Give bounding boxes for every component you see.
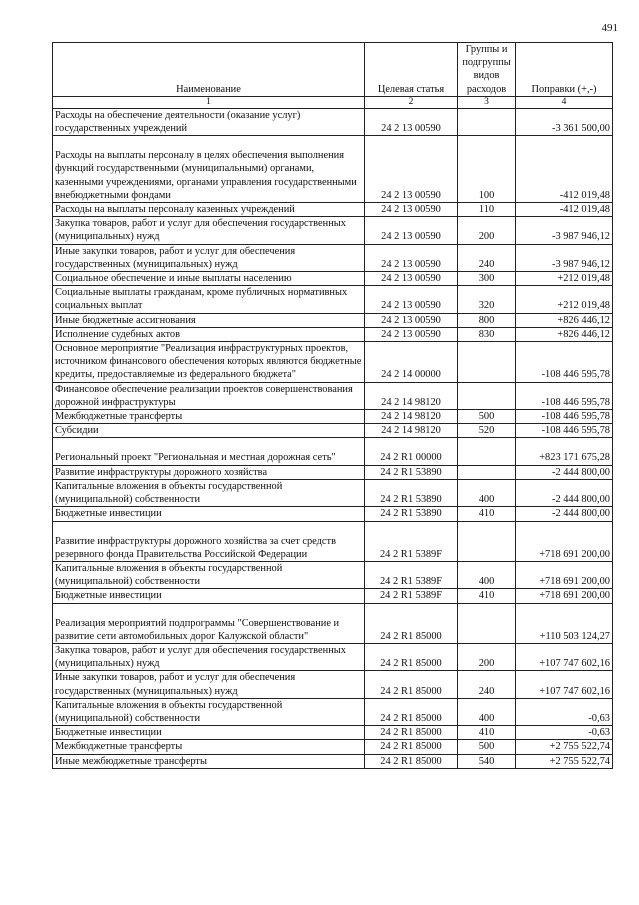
row-target-code: 24 2 R1 85000 xyxy=(365,671,458,698)
table-row xyxy=(53,410,613,424)
table-row xyxy=(53,286,613,313)
row-name: Социальные выплаты гражданам, кроме публичных нормативных социальных выплат xyxy=(53,286,365,313)
row-amount: -108 446 595,78 xyxy=(516,382,613,409)
table-row xyxy=(53,203,613,217)
row-name: Расходы на выплаты персоналу в целях обеспечения выполнения функций государственными (муниципальными) органами, казенными учреждениями, органами управления государственными внебюджетными фондами xyxy=(53,136,365,203)
row-group: 200 xyxy=(458,643,516,670)
row-target-code: 24 2 13 00590 xyxy=(365,327,458,341)
table-row xyxy=(53,754,613,768)
row-group: 400 xyxy=(458,479,516,506)
row-target-code: 24 2 13 00590 xyxy=(365,136,458,203)
table-row xyxy=(53,740,613,754)
budget-amendments-table xyxy=(52,42,613,769)
row-target-code: 24 2 13 00590 xyxy=(365,313,458,327)
column-number: 3 xyxy=(458,96,516,108)
table-row xyxy=(53,342,613,383)
table-row xyxy=(53,382,613,409)
row-target-code: 24 2 R1 85000 xyxy=(365,740,458,754)
row-name: Иные межбюджетные трансферты xyxy=(53,754,365,768)
row-group: 410 xyxy=(458,507,516,521)
row-target-code: 24 2 R1 85000 xyxy=(365,698,458,725)
row-name: Бюджетные инвестиции xyxy=(53,507,365,521)
table-row xyxy=(53,465,613,479)
row-target-code: 24 2 R1 85000 xyxy=(365,603,458,643)
row-target-code: 24 2 R1 00000 xyxy=(365,438,458,465)
column-header-amendments: Поправки (+,-) xyxy=(516,43,613,97)
row-group xyxy=(458,342,516,383)
row-target-code: 24 2 13 00590 xyxy=(365,217,458,244)
row-target-code: 24 2 R1 53890 xyxy=(365,507,458,521)
row-target-code: 24 2 13 00590 xyxy=(365,244,458,271)
table-body xyxy=(53,108,613,768)
table-row xyxy=(53,726,613,740)
table-row xyxy=(53,671,613,698)
row-group xyxy=(458,382,516,409)
table-row xyxy=(53,313,613,327)
row-target-code: 24 2 13 00590 xyxy=(365,203,458,217)
table-row xyxy=(53,424,613,438)
row-target-code: 24 2 R1 85000 xyxy=(365,643,458,670)
row-amount: -108 446 595,78 xyxy=(516,424,613,438)
row-group: 240 xyxy=(458,244,516,271)
row-target-code: 24 2 13 00590 xyxy=(365,108,458,135)
page-number: 491 xyxy=(601,22,618,34)
row-amount: -0,63 xyxy=(516,698,613,725)
table-row xyxy=(53,244,613,271)
row-group: 400 xyxy=(458,698,516,725)
table-row xyxy=(53,589,613,603)
column-header-groups: Группы и подгруппы видов расходов xyxy=(458,43,516,97)
row-amount: +718 691 200,00 xyxy=(516,589,613,603)
row-name: Иные закупки товаров, работ и услуг для обеспечения государственных (муниципальных) нужд xyxy=(53,244,365,271)
row-name: Капитальные вложения в объекты государственной (муниципальной) собственности xyxy=(53,698,365,725)
row-target-code: 24 2 R1 53890 xyxy=(365,465,458,479)
row-name: Иные бюджетные ассигнования xyxy=(53,313,365,327)
row-target-code: 24 2 R1 5389F xyxy=(365,589,458,603)
row-group: 240 xyxy=(458,671,516,698)
row-amount: +212 019,48 xyxy=(516,286,613,313)
table-row xyxy=(53,603,613,643)
row-group: 320 xyxy=(458,286,516,313)
row-group: 830 xyxy=(458,327,516,341)
row-amount: -412 019,48 xyxy=(516,203,613,217)
row-name: Субсидии xyxy=(53,424,365,438)
table-row xyxy=(53,643,613,670)
row-target-code: 24 2 R1 53890 xyxy=(365,479,458,506)
row-amount: +826 446,12 xyxy=(516,327,613,341)
table-row xyxy=(53,698,613,725)
row-group: 300 xyxy=(458,272,516,286)
row-target-code: 24 2 R1 85000 xyxy=(365,726,458,740)
row-group: 520 xyxy=(458,424,516,438)
row-group: 200 xyxy=(458,217,516,244)
row-group: 100 xyxy=(458,136,516,203)
row-name: Бюджетные инвестиции xyxy=(53,589,365,603)
row-name: Реализация мероприятий подпрограммы "Совершенствование и развитие сети автомобильных дорог Калужской области" xyxy=(53,603,365,643)
row-amount: -2 444 800,00 xyxy=(516,465,613,479)
row-name: Исполнение судебных актов xyxy=(53,327,365,341)
row-amount: -2 444 800,00 xyxy=(516,507,613,521)
row-amount: +2 755 522,74 xyxy=(516,740,613,754)
row-amount: -0,63 xyxy=(516,726,613,740)
row-amount: +718 691 200,00 xyxy=(516,521,613,561)
row-target-code: 24 2 14 00000 xyxy=(365,342,458,383)
row-amount: -108 446 595,78 xyxy=(516,410,613,424)
row-target-code: 24 2 R1 5389F xyxy=(365,561,458,588)
column-number: 2 xyxy=(365,96,458,108)
row-name: Расходы на выплаты персоналу казенных учреждений xyxy=(53,203,365,217)
column-number: 1 xyxy=(53,96,365,108)
row-name: Финансовое обеспечение реализации проектов совершенствования дорожной инфраструктуры xyxy=(53,382,365,409)
row-amount: +107 747 602,16 xyxy=(516,671,613,698)
row-name: Развитие инфраструктуры дорожного хозяйства xyxy=(53,465,365,479)
row-amount: -3 987 946,12 xyxy=(516,244,613,271)
row-name: Межбюджетные трансферты xyxy=(53,410,365,424)
table-row xyxy=(53,272,613,286)
row-group xyxy=(458,108,516,135)
row-group: 110 xyxy=(458,203,516,217)
row-amount: +2 755 522,74 xyxy=(516,754,613,768)
row-name: Капитальные вложения в объекты государственной (муниципальной) собственности xyxy=(53,479,365,506)
table-row xyxy=(53,217,613,244)
table-row xyxy=(53,136,613,203)
column-number-row xyxy=(53,96,613,108)
row-target-code: 24 2 13 00590 xyxy=(365,286,458,313)
row-name: Бюджетные инвестиции xyxy=(53,726,365,740)
row-amount: +107 747 602,16 xyxy=(516,643,613,670)
column-header-name: Наименование xyxy=(53,43,365,97)
row-target-code: 24 2 R1 85000 xyxy=(365,754,458,768)
table-row xyxy=(53,521,613,561)
column-header-target: Целевая статья xyxy=(365,43,458,97)
table-row xyxy=(53,479,613,506)
row-amount: -2 444 800,00 xyxy=(516,479,613,506)
row-amount: +110 503 124,27 xyxy=(516,603,613,643)
row-target-code: 24 2 13 00590 xyxy=(365,272,458,286)
table-row xyxy=(53,108,613,135)
row-target-code: 24 2 14 98120 xyxy=(365,410,458,424)
table-row xyxy=(53,327,613,341)
row-name: Расходы на обеспечение деятельности (оказание услуг) государственных учреждений xyxy=(53,108,365,135)
column-number: 4 xyxy=(516,96,613,108)
row-group: 500 xyxy=(458,740,516,754)
row-name: Иные закупки товаров, работ и услуг для обеспечения государственных (муниципальных) нужд xyxy=(53,671,365,698)
row-name: Социальное обеспечение и иные выплаты населению xyxy=(53,272,365,286)
row-amount: +212 019,48 xyxy=(516,272,613,286)
row-group xyxy=(458,465,516,479)
row-name: Развитие инфраструктуры дорожного хозяйства за счет средств резервного фонда Правительства Российской Федерации xyxy=(53,521,365,561)
row-group: 800 xyxy=(458,313,516,327)
row-amount: -3 987 946,12 xyxy=(516,217,613,244)
table-row xyxy=(53,561,613,588)
row-group: 410 xyxy=(458,726,516,740)
row-amount: -412 019,48 xyxy=(516,136,613,203)
row-name: Закупка товаров, работ и услуг для обеспечения государственных (муниципальных) нужд xyxy=(53,643,365,670)
row-name: Капитальные вложения в объекты государственной (муниципальной) собственности xyxy=(53,561,365,588)
row-target-code: 24 2 R1 5389F xyxy=(365,521,458,561)
row-amount: -3 361 500,00 xyxy=(516,108,613,135)
table-row xyxy=(53,507,613,521)
row-name: Межбюджетные трансферты xyxy=(53,740,365,754)
row-group xyxy=(458,521,516,561)
row-name: Региональный проект "Региональная и местная дорожная сеть" xyxy=(53,438,365,465)
row-group xyxy=(458,438,516,465)
table-row xyxy=(53,438,613,465)
row-name: Основное мероприятие "Реализация инфраструктурных проектов, источником финансового обеспечения которых являются бюджетные кредиты, предоставляемые из федерального бюджета" xyxy=(53,342,365,383)
row-group: 540 xyxy=(458,754,516,768)
row-amount: -108 446 595,78 xyxy=(516,342,613,383)
row-amount: +718 691 200,00 xyxy=(516,561,613,588)
row-group xyxy=(458,603,516,643)
row-amount: +826 446,12 xyxy=(516,313,613,327)
row-target-code: 24 2 14 98120 xyxy=(365,382,458,409)
row-amount: +823 171 675,28 xyxy=(516,438,613,465)
row-target-code: 24 2 14 98120 xyxy=(365,424,458,438)
row-group: 400 xyxy=(458,561,516,588)
table-header-row xyxy=(53,43,613,97)
row-group: 500 xyxy=(458,410,516,424)
row-group: 410 xyxy=(458,589,516,603)
row-name: Закупка товаров, работ и услуг для обеспечения государственных (муниципальных) нужд xyxy=(53,217,365,244)
